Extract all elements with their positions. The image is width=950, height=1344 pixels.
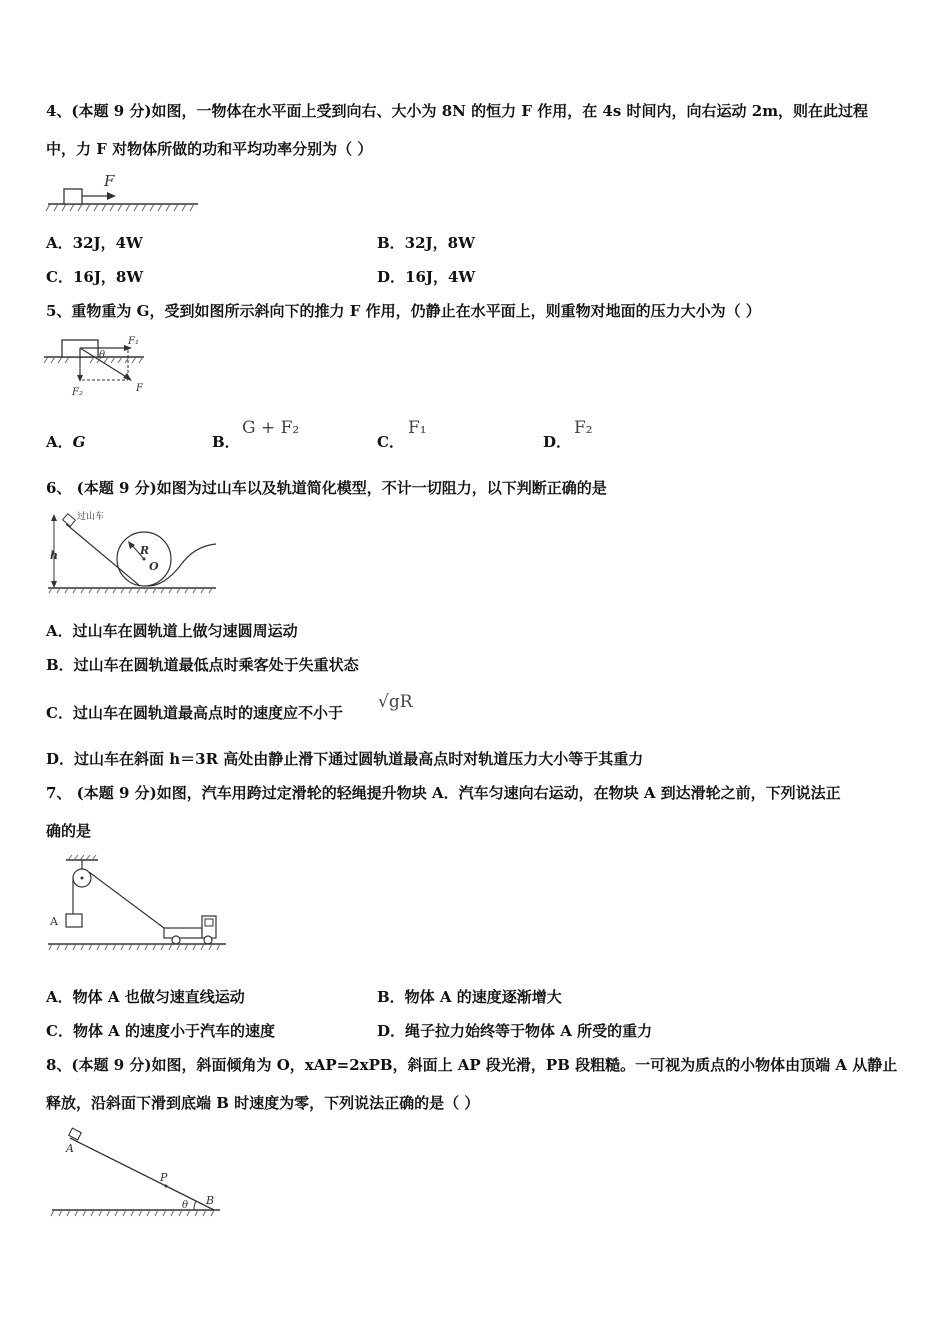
q5-option-d-formula: F₂ [574,418,593,438]
q4-stem-line1: 4、(本题 9 分)如图，一物体在水平面上受到向右、大小为 8N 的恒力 F 作用，在 4s 时间内，向右运动 2m，则在此过程 [46,102,869,120]
q8-figure-label-B: B [206,1194,215,1207]
q5-option-d-label: D． [543,433,572,451]
q4-option-d[interactable]: D．16J，4W [377,268,476,286]
q5-figure-label-F1: F₁ [128,336,139,347]
q5-option-c-label: C． [377,433,404,451]
q8-figure-label-theta: θ [182,1200,189,1211]
q4-option-b[interactable]: B．32J，8W [377,234,475,252]
q5-option-b-formula: G + F₂ [242,418,300,438]
q6-option-b[interactable]: B．过山车在圆轨道最低点时乘客处于失重状态 [46,656,359,674]
q8-figure-label-A: A [66,1142,74,1155]
q5-option-b-label: B． [212,433,240,451]
q5-option-c-formula: F₁ [408,418,427,438]
q7-stem-line2: 确的是 [46,822,92,840]
q8-stem-line1: 8、(本题 9 分)如图，斜面倾角为 O，xAP=2xPB，斜面上 AP 段光滑，PB 段粗糙。一可视为质点的小物体由顶端 A 从静止 [46,1056,898,1074]
q7-option-a[interactable]: A．物体 A 也做匀速直线运动 [46,988,245,1006]
q7-stem-line1: 7、 (本题 9 分)如图，汽车用跨过定滑轮的轻绳提升物块 A．汽车匀速向右运动，在物块 A 到达滑轮之前，下列说法正 [46,784,841,802]
q4-figure-block-on-ground [44,170,204,216]
q6-figure-roller-coaster [44,508,224,596]
q6-figure-label-car: 过山车 [77,512,105,522]
q5-option-a[interactable] [46,431,85,453]
q5-option-d[interactable] [543,431,571,453]
q5-stem: 5、重物重为 G，受到如图所示斜向下的推力 F 作用，仍静止在水平面上，则重物对地面的压力大小为（ ） [46,302,761,320]
q8-figure-incline [44,1124,224,1220]
q5-option-a-label: A． [46,433,73,451]
q4-option-a[interactable]: A．32J，4W [46,234,143,252]
q6-option-c[interactable]: C．过山车在圆轨道最高点时的速度应不小于 [46,704,343,722]
q8-figure-label-P: P [160,1171,168,1184]
q6-stem: 6、 (本题 9 分)如图为过山车以及轨道简化模型，不计一切阻力，以下判断正确的是 [46,479,607,497]
q8-stem-line2: 释放，沿斜面下滑到底端 B 时速度为零，下列说法正确的是（ ） [46,1094,480,1112]
q7-option-d[interactable]: D．绳子拉力始终等于物体 A 所受的重力 [377,1022,653,1040]
q7-figure-label-A: A [50,915,58,928]
q4-option-c[interactable]: C．16J，8W [46,268,144,286]
q6-option-a[interactable]: A．过山车在圆轨道上做匀速圆周运动 [46,622,298,640]
q5-option-c[interactable] [377,431,404,453]
q5-figure-label-F: F [136,383,143,394]
q6-option-c-formula: √gR [378,692,413,712]
q5-figure-force-diagram [44,332,154,400]
q5-figure-label-theta: θ [99,350,106,361]
q5-option-a-value: G [72,433,86,451]
q6-figure-label-R: R [140,544,150,557]
q6-figure-label-h: h [50,549,58,562]
q7-figure-pulley-truck [44,852,234,956]
q7-option-b[interactable]: B．物体 A 的速度逐渐增大 [377,988,562,1006]
q5-figure-label-F2: F₂ [72,387,83,398]
q4-stem-line2: 中，力 F 对物体所做的功和平均功率分别为（ ） [46,140,373,158]
q5-option-b[interactable] [212,431,240,453]
q6-option-d[interactable]: D．过山车在斜面 h＝3R 高处由静止滑下通过圆轨道最高点时对轨道压力大小等于其重力 [46,750,644,768]
q4-figure-label-F: F [104,172,115,190]
q7-option-c[interactable]: C．物体 A 的速度小于汽车的速度 [46,1022,276,1040]
q6-figure-label-O: O [149,560,159,573]
